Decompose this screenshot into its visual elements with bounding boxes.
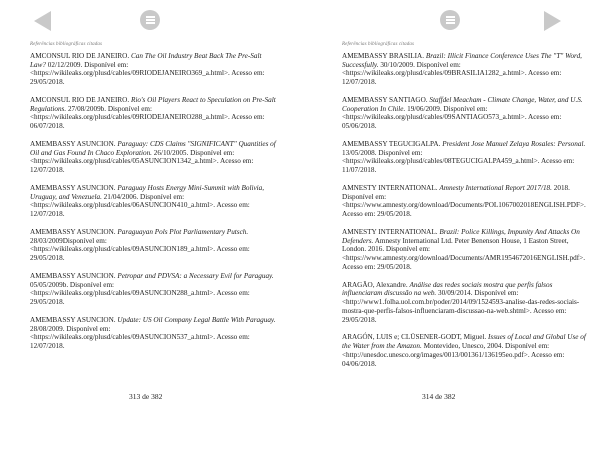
reference-details: Montevideo, Unesco, 2004. Disponível em: <http://unesdoc.unesco.org/images/0013/001361/136195eo.pdf>. Acesso em: 04/06/2018.	[342, 342, 565, 368]
reference-author: AMEMBASSY ASUNCION.	[30, 228, 118, 236]
reference-author: AMEMBASSY ASUNCION.	[30, 272, 118, 280]
reference-title: Update: US Oil Company Legal Battle With Paraguay.	[117, 316, 276, 324]
reference-item	[342, 184, 588, 219]
prev-page-button[interactable]	[30, 8, 54, 34]
reference-details: 19/06/2009. Disponível em: <https://wikileaks.org/plusd/cables/09SANTIAGO573_a.html>. Acesso em: 05/06/2018.	[342, 104, 562, 131]
reference-author: AMCONSUL RIO DE JANEIRO.	[30, 96, 131, 104]
triangle-left-icon	[34, 11, 51, 31]
reference-details: 30/10/2009. Disponível em: <https://wikileaks.org/plusd/cables/09BRASILIA1282_a.html>. Acesso em: 12/07/2018.	[342, 60, 562, 87]
reference-details: 27/08/2009b. Disponível em: <https://wikileaks.org/plusd/cables/09RIODEJANEIRO288_a.html>. Acesso em: 06/07/2018.	[30, 104, 265, 131]
reference-title: Staffdel Meacham - Climate Change, Water, and U.S. Cooperation In Chile.	[342, 96, 583, 113]
reference-details: 28/03/2009Disponível em: <https://wikileaks.org/plusd/cables/09ASUNCION189_a.html>. Acesso em: 29/05/2018.	[30, 236, 250, 263]
reference-item	[30, 96, 276, 131]
page-number: 313 de 382	[129, 392, 163, 401]
reference-title: Paraguay Hosts Energy Mini-Summit with Bolivia, Uruguay, and Venezuela.	[30, 184, 265, 201]
reference-author: AMEMBASSY ASUNCION.	[30, 140, 118, 148]
reference-item	[342, 140, 588, 175]
running-head: Referências bibliográficas citadas	[30, 42, 103, 47]
reference-details: Amnesty International Ltd. Peter Benenson House, 1 Easton Street, London. 2016. Disponível em: <https://www.amnesty.org/download/Documents/AMR1954672016ENGLISH.pdf>. Acesso em: 29/05/2018.	[342, 236, 586, 271]
reference-details: 05/05/2009b. Disponível em: <https://wikileaks.org/plusd/cables/09ASUNCION288_a.html>. Acesso em: 29/05/2018.	[30, 280, 250, 307]
reference-list	[342, 52, 588, 377]
left-navbar	[0, 0, 300, 40]
reference-item	[30, 184, 276, 219]
menu-icon	[146, 16, 155, 24]
reference-title: Issues of Local and Global Use of the Water from the Amazon.	[342, 333, 586, 351]
reference-details: 13/05/2008. Disponível em: <https://wikileaks.org/plusd/cables/08TEGUCIGALPA459_a.html>. Acesso em: 11/07/2018.	[342, 148, 575, 175]
next-page-button[interactable]	[540, 8, 564, 34]
reference-item	[30, 316, 276, 351]
reference-title: Rio's Oil Players React to Speculation on Pre-Salt Regulations.	[30, 96, 276, 113]
right-navbar	[300, 0, 600, 40]
reference-details: 02/12/2009. Disponível em: <https://wikileaks.org/plusd/cables/09RIODEJANEIRO369_a.html>. Acesso em: 29/05/2018.	[30, 60, 265, 87]
reference-details: 30/09/2014. Disponível em: <http://www1.folha.uol.com.br/poder/2014/09/1524593-analise-das-redes-sociais-mostra-que-perfis-falsos-influenciaram-discussao-na-web.shtml>. Acesso em: 29/05/2018.	[342, 289, 580, 324]
reference-author: ARAGÃO, Alexandre.	[342, 280, 410, 289]
reference-title: Petropar and PDVSA: a Necessary Evil for Paraguay.	[117, 272, 274, 280]
reference-title: Can The Oil Industry Beat Back The Pre-Salt Law?	[30, 52, 262, 69]
reference-author: AMNESTY INTERNATIONAL.	[342, 228, 440, 236]
reference-title: President Jose Manuel Zelaya Rosales: Personal.	[442, 140, 586, 148]
page-number: 314 de 382	[422, 392, 456, 401]
triangle-right-icon	[544, 11, 561, 31]
reference-details: 2018. Disponível em: <https://www.amnesty.org/download/Documents/POL1067002018ENGLISH.PDF>. Acesso em: 29/05/2018.	[342, 184, 586, 219]
reference-author: AMEMBASSY ASUNCION.	[30, 316, 118, 324]
reference-author: AMEMBASSY SANTIAGO.	[342, 96, 430, 104]
reference-list	[30, 52, 276, 360]
reference-author: AMNESTY INTERNATIONAL.	[342, 184, 440, 192]
reference-details: 26/10/2005. Disponível em: <https://wikileaks.org/plusd/cables/05ASUNCION1342_a.html>. Acesso em: 12/07/2018.	[30, 148, 254, 175]
reference-title: Brazil: Police Killings, Impunity And Attacks On Defenders.	[342, 228, 580, 245]
reference-details: 21/04/2006. Disponível em: <https://wikileaks.org/plusd/cables/06ASUNCION410_a.html>. Acesso em: 12/07/2018.	[30, 192, 250, 219]
reference-title: Amnesty International Report 2017/18.	[439, 184, 552, 192]
reference-item	[30, 272, 276, 307]
right-page	[300, 0, 600, 450]
running-head: Referências bibliográficas citadas	[342, 42, 415, 47]
reference-title: Análise das redes sociais mostra que perfis falsos influenciaram discussão na web.	[342, 280, 553, 298]
reference-item	[30, 52, 276, 87]
reference-item	[342, 333, 588, 368]
menu-icon	[446, 16, 455, 24]
reference-author: AMCONSUL RIO DE JANEIRO.	[30, 52, 131, 60]
reference-author: AMEMBASSY BRASILIA.	[342, 52, 426, 60]
reference-details: 28/08/2009. Disponível em: <https://wikileaks.org/plusd/cables/09ASUNCION537_a.html>. Acesso em: 12/07/2018.	[30, 324, 250, 351]
menu-button[interactable]	[440, 10, 460, 30]
reference-author: AMEMBASSY TEGUCIGALPA.	[342, 140, 443, 148]
menu-button[interactable]	[140, 10, 160, 30]
reference-title: Brazil: Illicit Finance Conference Uses The "T" Word, Successfully.	[342, 52, 582, 69]
reference-item	[342, 281, 588, 325]
reference-item	[30, 140, 276, 175]
reference-item	[342, 52, 588, 87]
reference-item	[342, 228, 588, 272]
reference-item	[342, 96, 588, 131]
reference-title: Paraguay: CDS Claims "SIGNIFICANT" Quantities of Oil and Gas Found In Chaco Exploration.	[30, 140, 276, 157]
reference-item	[30, 228, 276, 263]
reference-author: AMEMBASSY ASUNCION.	[30, 184, 118, 192]
reference-author: ARAGÓN, LUIS e; CLÜSENER-GODT, Miguel.	[342, 333, 489, 342]
reference-title: Paraguayan Pols Plot Parliamentary Putsch.	[117, 228, 249, 236]
